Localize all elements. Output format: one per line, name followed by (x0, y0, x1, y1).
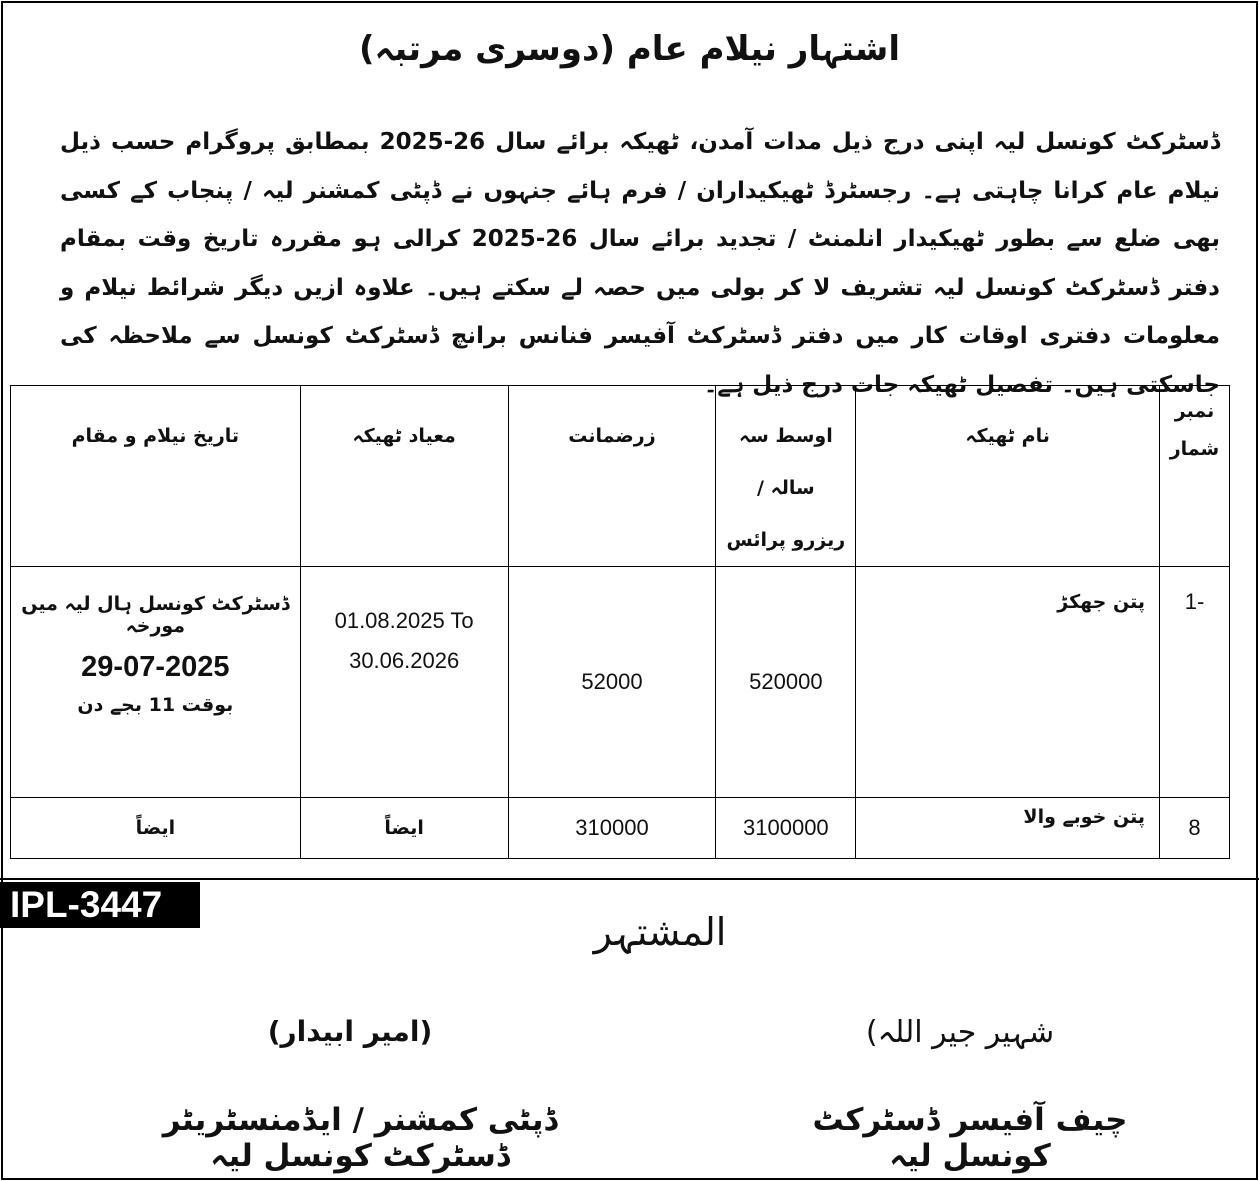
cell-serial: 8 (1159, 798, 1229, 859)
header-reserve-price (716, 386, 856, 567)
period-end: 30.06.2026 (349, 648, 460, 673)
header-contract-name: نام ٹھیکہ (856, 386, 1160, 567)
advertiser-label: المشتہر (593, 910, 727, 954)
table-row (11, 798, 1230, 859)
header-serial-line1: نمبر (1174, 400, 1215, 422)
cell-security: 52000 (508, 567, 716, 798)
date-place-text: ڈسٹرکٹ کونسل ہال لیہ میں مورخہ (21, 593, 290, 637)
header-serial (1159, 386, 1229, 567)
notice-intro: ڈسٹرکٹ کونسل لیہ اپنی درج ذیل مدات آمدن، ٹھیکہ برائے سال 26-2025 بمطابق پروگرام حسب ذیل نیلام عام کرانا چاہتی ہے۔ رجسٹرڈ ٹھیکیداران / فرم ہائے جنہوں نے ڈپٹی کمشنر لیہ / پنجاب کے کسی بھی ضلع سے بطور ٹھیکیدار انلمنٹ / تجدید برائے سال 26-2025 کرالی ہو مقررہ تاریخ وقت بمقام دفتر ڈسٹرکٹ کونسل لیہ تشریف لا کر بولی میں حصہ لے سکتے ہیں۔ علاوہ ازیں دیگر شرائط نیلام و معلومات دفتری اوقات کار میں دفتر ڈسٹرکٹ آفیسر فنانس برانچ ڈسٹرکٹ کونسل سے ملاحظہ کی جاسکتی ہیں۔ تفصیل ٹھیکہ جات درج ذیل ہے۔ (60, 129, 1221, 398)
cell-contract-name: پتن جھکڑ (856, 567, 1160, 798)
cell-period (300, 567, 508, 798)
signatory-left-name: (امیر ابیدار) (267, 1015, 433, 1048)
signatory-left-post: ڈپٹی کمشنر / ایڈمنسٹریٹر ڈسٹرکٹ کونسل لیہ (162, 1102, 558, 1174)
cell-serial: 1- (1159, 567, 1229, 798)
table-row (11, 567, 1230, 798)
cell-period: ایضاً (300, 798, 508, 859)
auction-time: بوقت 11 بجے دن (77, 694, 234, 716)
section-divider (0, 878, 1259, 880)
cell-date-place (11, 567, 301, 798)
cell-reserve-price: 3100000 (716, 798, 856, 859)
ipl-tag: IPL-3447 (0, 882, 200, 928)
cell-date-place: ایضاً (11, 798, 301, 859)
cell-contract-name: پتن خوبے والا (856, 798, 1160, 859)
header-reserve-line1: اوسط سہ سالہ / (738, 425, 833, 499)
signatory-right-post: چیف آفیسر ڈسٹرکٹ کونسل لیہ (812, 1102, 1128, 1174)
auction-date: 29-07-2025 (81, 651, 230, 683)
cell-security: 310000 (508, 798, 716, 859)
header-security: زرضمانت (508, 386, 716, 567)
table-header-row (11, 386, 1230, 567)
signatory-right-name: شہیر جیر اللہ) (865, 1015, 1055, 1050)
period-start: 01.08.2025 To (334, 608, 474, 633)
contracts-table (10, 385, 1230, 859)
header-reserve-line2: ریزرو پرائس (726, 529, 846, 551)
notice-title: اشتہار نیلام عام (دوسری مرتبہ) (358, 29, 901, 69)
header-period: معیاد ٹھیکہ (300, 386, 508, 567)
header-serial-line2: شمار (1169, 438, 1220, 460)
header-date-place: تاریخ نیلام و مقام (11, 386, 301, 567)
cell-reserve-price: 520000 (716, 567, 856, 798)
